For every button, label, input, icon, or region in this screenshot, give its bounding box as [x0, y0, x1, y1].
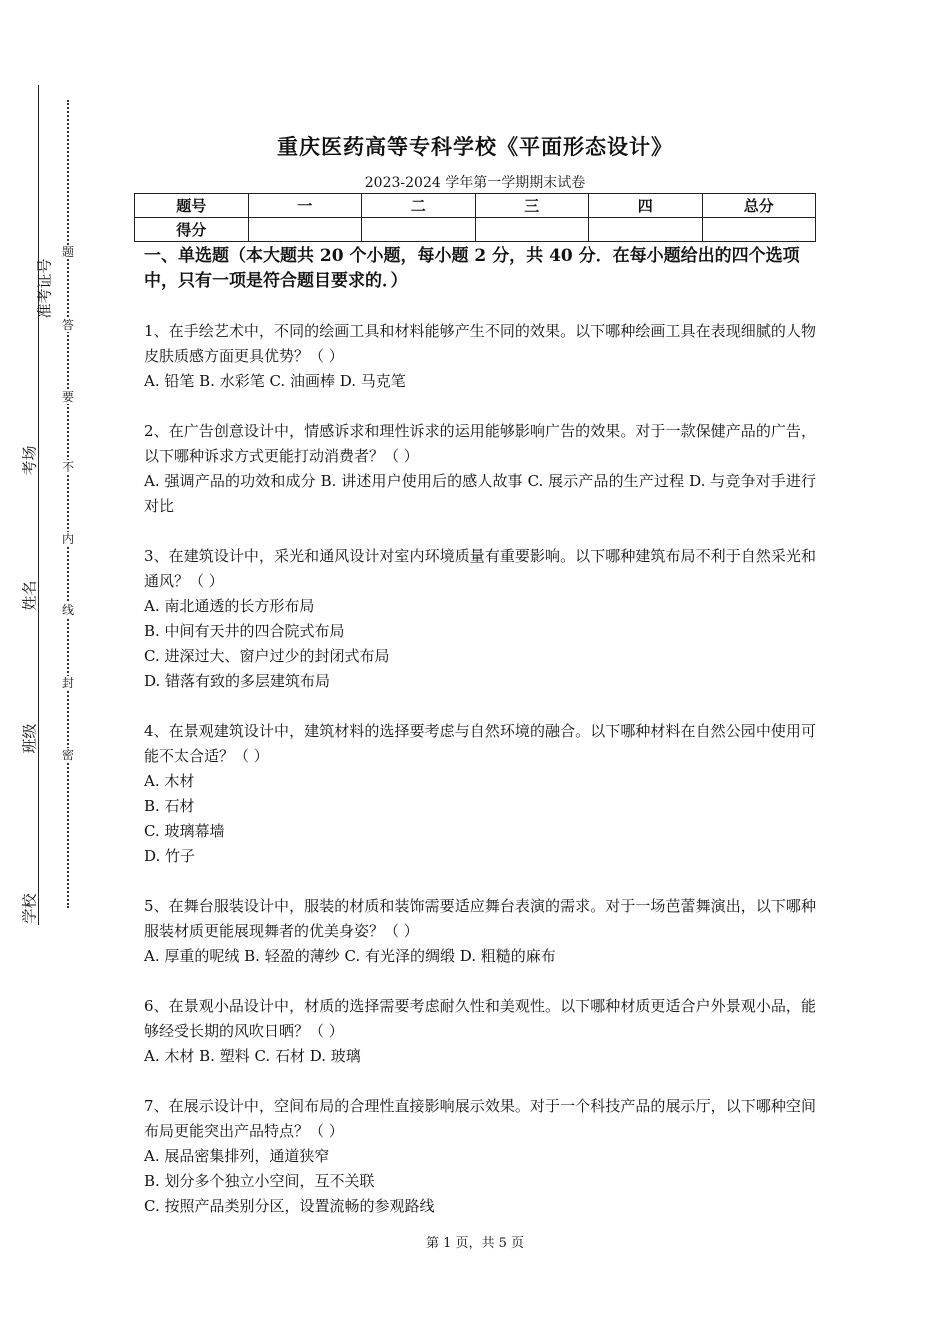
seal-dotted-line: [67, 100, 69, 908]
question-stem: 1、在手绘艺术中，不同的绘画工具和材料能够产生不同的效果。以下哪种绘画工具在表现细腻的人物皮肤质感方面更具优势？（ ）: [144, 322, 816, 365]
score-table-score-row: [135, 218, 816, 242]
score-cell: [702, 218, 816, 242]
score-cell: 二: [362, 194, 476, 218]
score-table: [134, 193, 816, 242]
question-option: C. 进深过大、窗户过少的封闭式布局: [144, 647, 390, 665]
question-stem: 7、在展示设计中，空间布局的合理性直接影响展示效果。对于一个科技产品的展示厅，以下哪种空间布局更能突出产品特点？（ ）: [144, 1097, 816, 1140]
question-7: [144, 1094, 816, 1219]
question-option: A. 厚重的呢绒 B. 轻盈的薄纱 C. 有光泽的绸缎 D. 粗糙的麻布: [144, 947, 556, 965]
question-option: B. 石材: [144, 797, 195, 815]
exam-subtitle: 2023-2024 学年第一学期期末试卷: [364, 175, 586, 191]
margin-label-exam-room: 考场: [20, 445, 39, 476]
question-option: A. 南北通透的长方形布局: [144, 597, 315, 615]
seal-char: 密: [61, 748, 74, 762]
question-stem: 4、在景观建筑设计中，建筑材料的选择要考虑与自然环境的融合。以下哪种材料在自然公园中使用可能不太合适？（ ）: [144, 722, 816, 765]
score-cell: 总分: [702, 194, 816, 218]
question-option: A. 铅笔 B. 水彩笔 C. 油画棒 D. 马克笔: [144, 372, 406, 390]
question-stem: 5、在舞台服装设计中，服装的材质和装饰需要适应舞台表演的需求。对于一场芭蕾舞演出，以下哪种服装材质更能展现舞者的优美身姿？（ ）: [144, 897, 816, 940]
page-footer: 第 1 页，共 5 页: [425, 1236, 525, 1251]
question-option: B. 划分多个独立小空间，互不关联: [144, 1172, 375, 1190]
score-cell: 四: [589, 194, 703, 218]
question-2: [144, 419, 816, 519]
margin-label-name: 姓名: [20, 580, 39, 611]
question-3: [144, 544, 816, 694]
seal-char: 要: [61, 390, 74, 404]
section-heading: 一、单选题（本大题共 20 个小题，每小题 2 分，共 40 分．在每小题给出的四个选项中，只有一项是符合题目要求的．）: [144, 246, 800, 291]
question-stem: 6、在景观小品设计中，材质的选择需要考虑耐久性和美观性。以下哪种材质更适合户外景观小品，能够经受长期的风吹日晒？（ ）: [144, 997, 816, 1040]
question-stem: 3、在建筑设计中，采光和通风设计对室内环境质量有重要影响。以下哪种建筑布局不利于自然采光和通风？（ ）: [144, 547, 816, 590]
question-6: [144, 994, 816, 1069]
score-cell: [248, 218, 362, 242]
margin-label-class: 班级: [20, 723, 39, 754]
seal-char: 线: [61, 603, 74, 617]
score-cell: [362, 218, 476, 242]
question-option: B. 中间有天井的四合院式布局: [144, 622, 345, 640]
margin-label-school: 学校: [20, 893, 39, 924]
question-option: D. 错落有致的多层建筑布局: [144, 672, 331, 690]
seal-char: 内: [61, 532, 74, 546]
question-1: [144, 319, 816, 394]
score-cell: 一: [248, 194, 362, 218]
question-option: A. 强调产品的功效和成分 B. 讲述用户使用后的感人故事 C. 展示产品的生产过程 D. 与竞争对手进行对比: [144, 472, 816, 515]
seal-char: 不: [61, 460, 74, 474]
margin-label-exam-id: 准考证号: [35, 258, 54, 319]
question-option: A. 展品密集排列，通道狭窄: [144, 1147, 330, 1165]
seal-char: 题: [61, 245, 74, 259]
question-option: A. 木材 B. 塑料 C. 石材 D. 玻璃: [144, 1047, 361, 1065]
question-5: [144, 894, 816, 969]
question-4: [144, 719, 816, 869]
seal-char: 封: [61, 676, 74, 690]
binding-solid-line: [38, 85, 39, 925]
seal-char: 答: [61, 318, 74, 332]
question-option: C. 玻璃幕墙: [144, 822, 225, 840]
question-option: D. 竹子: [144, 847, 196, 865]
exam-title: 重庆医药高等专科学校《平面形态设计》: [277, 134, 673, 159]
score-cell: 得分: [135, 218, 249, 242]
question-option: A. 木材: [144, 772, 195, 790]
question-stem: 2、在广告创意设计中，情感诉求和理性诉求的运用能够影响广告的效果。对于一款保健产品的广告，以下哪种诉求方式更能打动消费者？（ ）: [144, 422, 816, 465]
question-option: C. 按照产品类别分区，设置流畅的参观路线: [144, 1197, 435, 1215]
question-content: [144, 244, 816, 1219]
score-cell: 三: [475, 194, 589, 218]
score-cell: [589, 218, 703, 242]
score-cell: [475, 218, 589, 242]
score-table-header-row: [135, 194, 816, 218]
score-cell: 题号: [135, 194, 249, 218]
